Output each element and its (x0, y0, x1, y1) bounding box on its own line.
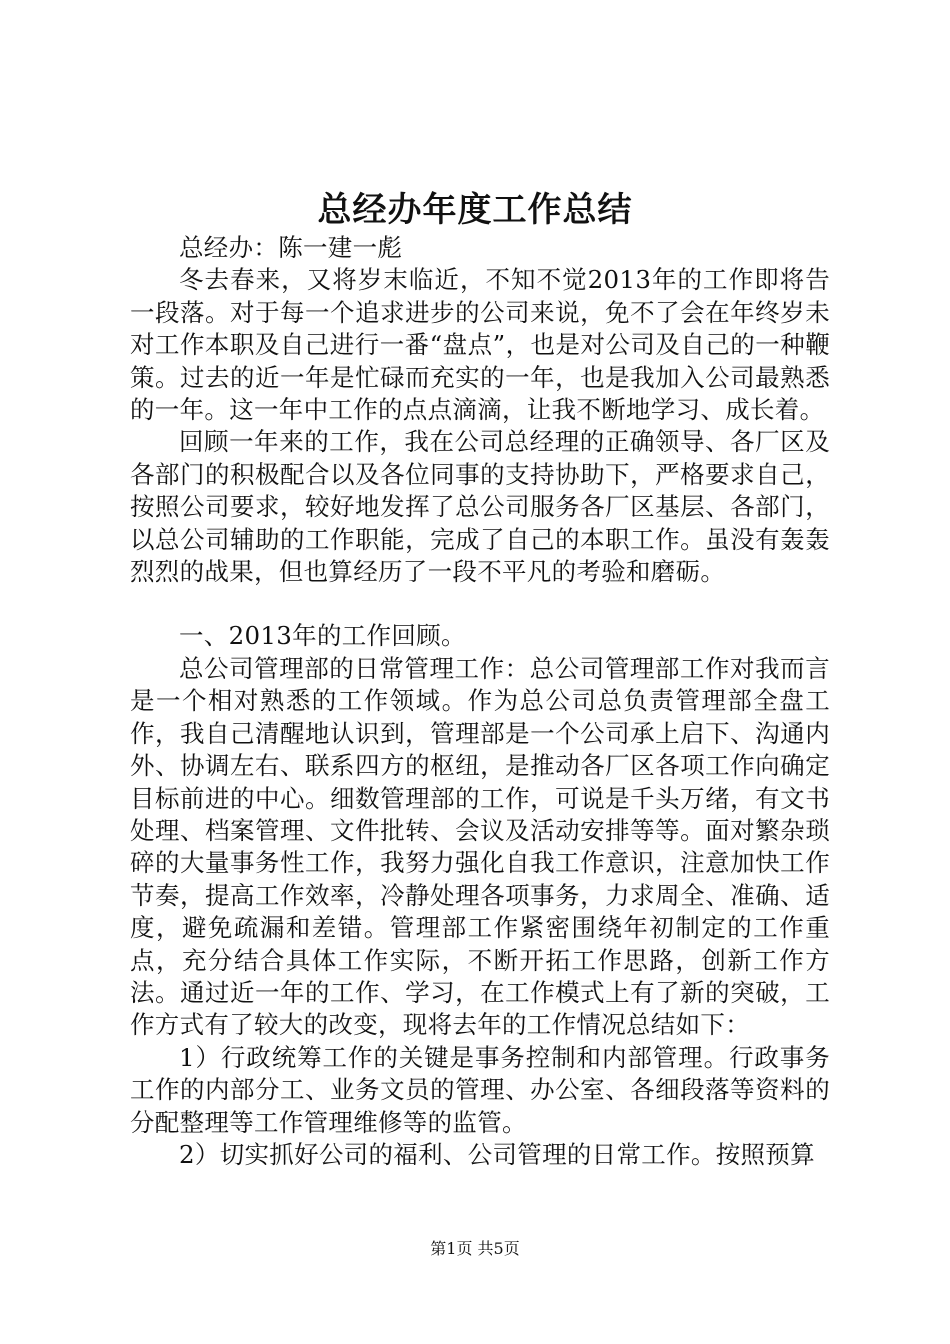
page-footer: 第1页 共5页 (430, 1239, 520, 1258)
paragraph-intro: 冬去春来，又将岁末临近，不知不觉2013年的工作即将告一段落。对于每一个追求进步的公司来说，免不了会在年终岁未对工作本职及自己进行一番“盘点”，也是对公司及自己的一种鞭策。过去的近一年是忙碌而充实的一年，也是我加入公司最熟悉的一年。这一年中工作的点点滴滴，让我不断地学习、成长着。 (130, 265, 830, 425)
paragraph-item-2: 2）切实抓好公司的福利、公司管理的日常工作。按照预算 (179, 1139, 815, 1169)
author-line: 总经办：陈一建一彪 (179, 233, 403, 262)
document-title: 总经办年度工作总结 (317, 190, 633, 230)
section-heading: 一、2013年的工作回顾。 (179, 621, 466, 651)
paragraph-item-1: 1）行政统筹工作的关键是事务控制和内部管理。行政事务工作的内部分工、业务文员的管理、办公室、各细段落等资料的分配整理等工作管理维修等的监管。 (130, 1042, 830, 1137)
paragraph-review: 回顾一年来的工作，我在公司总经理的正确领导、各厂区及各部门的积极配合以及各位同事的支持协助下，严格要求自己，按照公司要求，较好地发挥了总公司服务各厂区基层、各部门，以总公司辅助的工作职能，完成了自己的本职工作。虽没有轰轰烈烈的战果，但也算经历了一段不平凡的考验和磨砺。 (130, 427, 830, 587)
paragraph-management: 总公司管理部的日常管理工作：总公司管理部工作对我而言是一个相对熟悉的工作领域。作为总公司总负责管理部全盘工作，我自己清醒地认识到，管理部是一个公司承上启下、沟通内外、协调左右、联系四方的枢纽，是推动各厂区各项工作向确定目标前进的中心。细数管理部的工作，可说是千头万绪，有文书处理、档案管理、文件批转、会议及活动安排等等。面对繁杂琐碎的大量事务性工作，我努力强化自我工作意识，注意加快工作节奏，提高工作效率，冷静处理各项事务，力求周全、准确、适度，避免疏漏和差错。管理部工作紧密围绕年初制定的工作重点，充分结合具体工作实际，不断开拓工作思路，创新工作方法。通过近一年的工作、学习，在工作模式上有了新的突破，工作方式有了较大的改变，现将去年的工作情况总结如下： (130, 653, 830, 1040)
paragraph-spacer (130, 588, 830, 620)
document-body (130, 232, 830, 1171)
